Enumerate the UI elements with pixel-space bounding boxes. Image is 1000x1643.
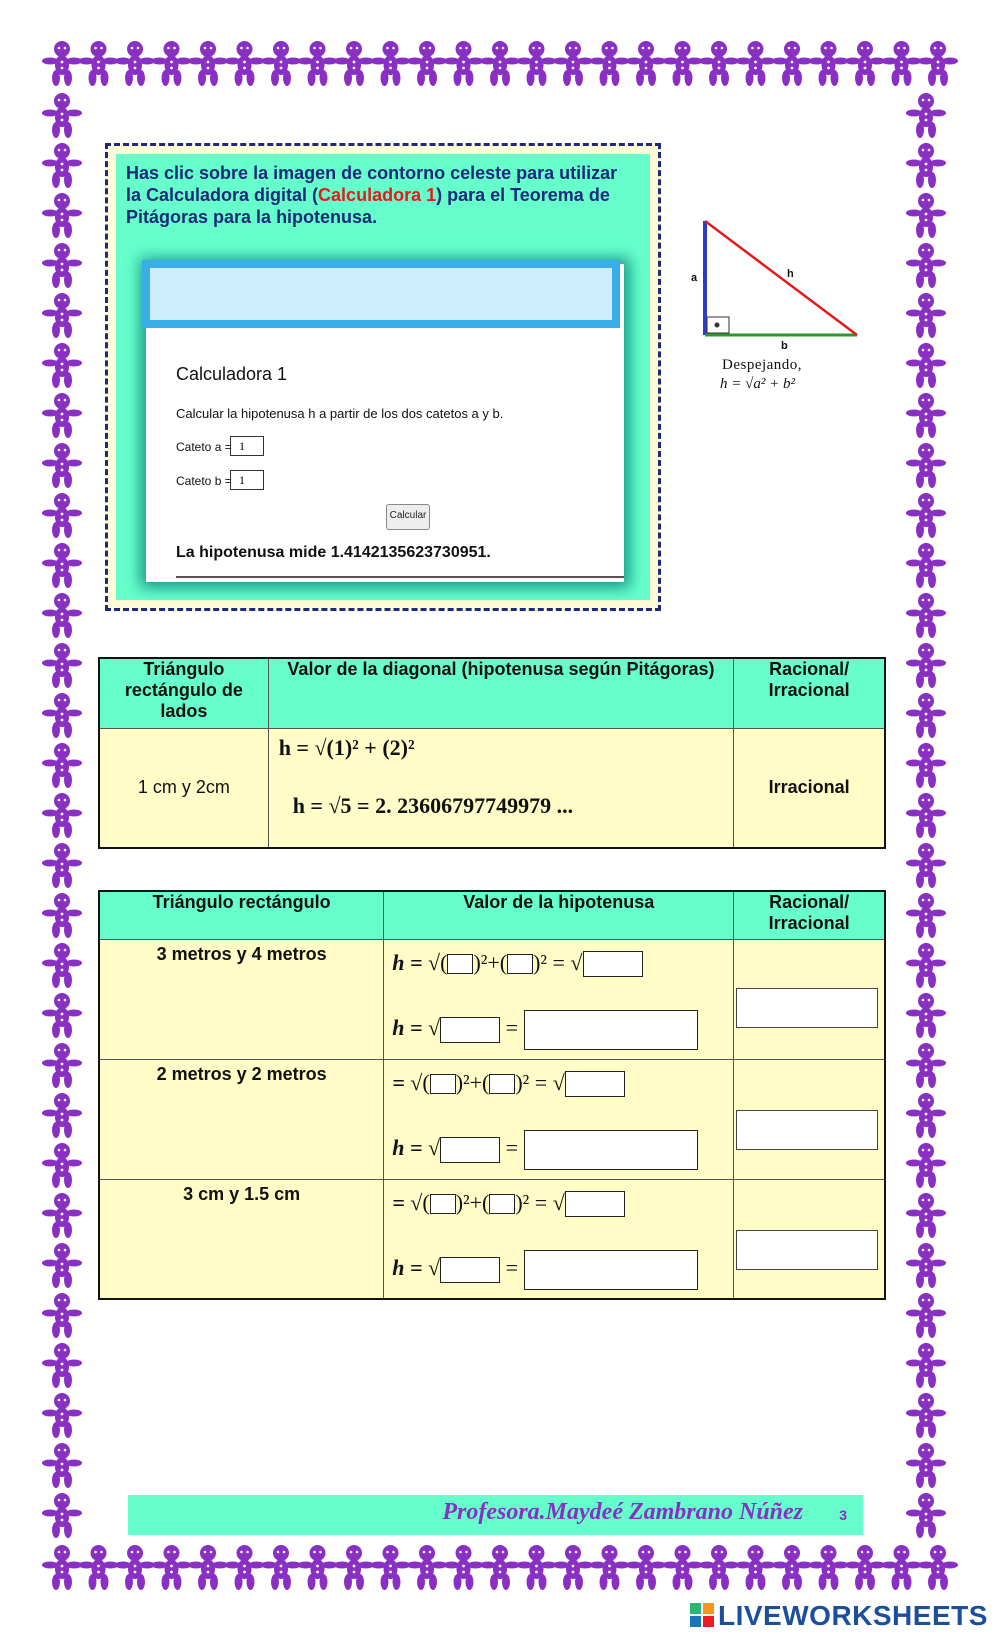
t2-row2-sides: 2 metros y 2 metros	[99, 1059, 384, 1179]
border-bottom	[40, 1540, 960, 1594]
gingerbread-icon	[736, 1545, 776, 1590]
t1-formula-cell	[268, 728, 734, 848]
triangle-label-h: h	[787, 268, 794, 280]
calculator-header-bar	[142, 260, 620, 328]
triangle-svg	[691, 215, 875, 355]
gingerbread-icon	[906, 143, 946, 188]
gingerbread-icon	[906, 1043, 946, 1088]
gingerbread-icon	[918, 1545, 958, 1590]
triangle-label-b: b	[781, 340, 788, 352]
gingerbread-icon	[42, 1143, 82, 1188]
gingerbread-icon	[42, 843, 82, 888]
gingerbread-icon	[261, 41, 301, 86]
gingerbread-icon	[407, 1545, 447, 1590]
gingerbread-icon	[444, 41, 484, 86]
author-signature: Profesora.Maydeé Zambrano Núñez	[442, 1499, 803, 1525]
gingerbread-icon	[42, 943, 82, 988]
gingerbread-icon	[845, 41, 885, 86]
input-result3[interactable]	[524, 1250, 698, 1290]
gingerbread-icon	[42, 643, 82, 688]
table-row	[99, 1179, 885, 1299]
gingerbread-icon	[42, 1193, 82, 1238]
gingerbread-icon	[590, 41, 630, 86]
gingerbread-icon	[906, 543, 946, 588]
gingerbread-icon	[444, 1545, 484, 1590]
calculator-divider	[176, 576, 624, 578]
gingerbread-icon	[42, 1343, 82, 1388]
gingerbread-icon	[225, 41, 265, 86]
gingerbread-icon	[42, 293, 82, 338]
border-right	[900, 90, 954, 1540]
input-b1[interactable]	[507, 954, 533, 974]
gingerbread-icon	[517, 41, 557, 86]
t2-row3-eq2: h = √ =	[392, 1250, 697, 1290]
hypotenuse-formula: h = √a² + b²	[720, 376, 795, 392]
t2-row2-type	[734, 1059, 885, 1179]
gingerbread-icon	[663, 1545, 703, 1590]
cateto-a-input[interactable]: 1	[230, 436, 264, 456]
gingerbread-icon	[42, 343, 82, 388]
gingerbread-icon	[626, 41, 666, 86]
input-b2[interactable]	[489, 1074, 515, 1094]
input-root3[interactable]	[440, 1257, 500, 1283]
t2-row2-eq2: h = √ =	[392, 1130, 697, 1170]
gingerbread-icon	[906, 93, 946, 138]
input-a2[interactable]	[430, 1074, 456, 1094]
type-input-3[interactable]	[736, 1230, 878, 1270]
calculator-link[interactable]: Calculadora 1	[318, 185, 437, 205]
footer-bar	[128, 1495, 863, 1535]
gingerbread-icon	[906, 443, 946, 488]
t2-row1-work	[384, 939, 734, 1059]
table-row	[99, 1059, 885, 1179]
calculator-title: Calculadora 1	[176, 364, 288, 384]
t2-row3-sides: 3 cm y 1.5 cm	[99, 1179, 384, 1299]
t2-row1-type	[734, 939, 885, 1059]
gingerbread-icon	[42, 393, 82, 438]
gingerbread-icon	[906, 1193, 946, 1238]
t2-header-type: Racional/ Irracional	[734, 891, 885, 939]
type-input-2[interactable]	[736, 1110, 878, 1150]
gingerbread-icon	[882, 1545, 922, 1590]
gingerbread-icon	[152, 41, 192, 86]
instruction-panel	[116, 154, 650, 600]
t2-row3-eq1: = √( )²+( )² = √	[392, 1190, 625, 1218]
t2-row3-type	[734, 1179, 885, 1299]
gingerbread-icon	[626, 1545, 666, 1590]
gingerbread-icon	[918, 41, 958, 86]
gingerbread-icon	[906, 1293, 946, 1338]
gingerbread-icon	[42, 1545, 82, 1590]
gingerbread-icon	[42, 1243, 82, 1288]
input-a3[interactable]	[430, 1194, 456, 1214]
cateto-b-label: Cateto b =	[176, 474, 232, 488]
gingerbread-icon	[42, 693, 82, 738]
gingerbread-icon	[42, 893, 82, 938]
gingerbread-icon	[42, 1043, 82, 1088]
t2-header-sides: Triángulo rectángulo	[99, 891, 384, 939]
input-sum2[interactable]	[565, 1071, 625, 1097]
border-top	[40, 36, 960, 90]
gingerbread-icon	[906, 1093, 946, 1138]
example-table	[98, 657, 886, 849]
gingerbread-icon	[42, 593, 82, 638]
gingerbread-icon	[42, 443, 82, 488]
t2-row1-sides: 3 metros y 4 metros	[99, 939, 384, 1059]
gingerbread-icon	[906, 793, 946, 838]
gingerbread-icon	[906, 1243, 946, 1288]
t2-row1-eq2: h = √ =	[392, 1010, 697, 1050]
gingerbread-icon	[906, 193, 946, 238]
gingerbread-icon	[906, 643, 946, 688]
gingerbread-icon	[42, 743, 82, 788]
despejando-label: Despejando,	[722, 357, 803, 373]
gingerbread-icon	[906, 243, 946, 288]
gingerbread-icon	[906, 1493, 946, 1538]
gingerbread-icon	[699, 41, 739, 86]
cateto-b-input[interactable]: 1	[230, 470, 264, 490]
gingerbread-icon	[42, 993, 82, 1038]
gingerbread-icon	[188, 1545, 228, 1590]
gingerbread-icon	[736, 41, 776, 86]
input-result2[interactable]	[524, 1130, 698, 1170]
gingerbread-icon	[225, 1545, 265, 1590]
table-row	[99, 939, 885, 1059]
gingerbread-icon	[906, 993, 946, 1038]
t2-row3-work	[384, 1179, 734, 1299]
gingerbread-icon	[517, 1545, 557, 1590]
gingerbread-icon	[371, 1545, 411, 1590]
gingerbread-icon	[152, 1545, 192, 1590]
gingerbread-icon	[553, 1545, 593, 1590]
calculator-result: La hipotenusa mide 1.4142135623730951.	[176, 544, 491, 561]
type-input-1[interactable]	[736, 988, 878, 1028]
t1-header-sides: Triángulo rectángulo de lados	[99, 658, 268, 728]
gingerbread-icon	[906, 343, 946, 388]
t1-header-type: Racional/ Irracional	[734, 658, 885, 728]
input-root2[interactable]	[440, 1137, 500, 1163]
instruction-text: Has clic sobre la imagen de contorno celeste para utilizar la Calculadora digital (Calculadora 1) para el Teorema de Pitágoras para la hipotenusa.	[126, 163, 618, 227]
gingerbread-icon	[42, 543, 82, 588]
t1-type: Irracional	[734, 728, 885, 848]
input-sum3[interactable]	[565, 1191, 625, 1217]
gingerbread-icon	[42, 1493, 82, 1538]
gingerbread-icon	[906, 1443, 946, 1488]
gingerbread-icon	[906, 1343, 946, 1388]
gingerbread-icon	[906, 693, 946, 738]
gingerbread-icon	[115, 1545, 155, 1590]
calculator-instruction-box	[105, 143, 661, 611]
gingerbread-icon	[590, 1545, 630, 1590]
gingerbread-icon	[334, 1545, 374, 1590]
liveworksheets-logo-icon	[690, 1603, 714, 1627]
t2-row2-work	[384, 1059, 734, 1179]
gingerbread-icon	[42, 93, 82, 138]
gingerbread-icon	[42, 193, 82, 238]
t2-row2-eq1: = √( )²+( )² = √	[392, 1070, 625, 1098]
calculate-button[interactable]: Calcular	[386, 504, 430, 530]
input-sum1[interactable]	[583, 951, 643, 977]
gingerbread-icon	[42, 1443, 82, 1488]
gingerbread-icon	[845, 1545, 885, 1590]
t1-sides: 1 cm y 2cm	[99, 728, 268, 848]
t1-formula-line2: h = √5 = 2. 23606797749979 ...	[292, 792, 574, 818]
gingerbread-icon	[906, 943, 946, 988]
gingerbread-icon	[699, 1545, 739, 1590]
gingerbread-icon	[407, 41, 447, 86]
gingerbread-icon	[906, 293, 946, 338]
gingerbread-icon	[371, 41, 411, 86]
border-left	[36, 90, 90, 1540]
gingerbread-icon	[809, 41, 849, 86]
gingerbread-icon	[261, 1545, 301, 1590]
exercise-table	[98, 890, 886, 1300]
gingerbread-icon	[42, 143, 82, 188]
gingerbread-icon	[553, 41, 593, 86]
gingerbread-icon	[115, 41, 155, 86]
gingerbread-icon	[42, 1093, 82, 1138]
gingerbread-icon	[188, 41, 228, 86]
gingerbread-icon	[298, 1545, 338, 1590]
page-number: 3	[839, 1507, 847, 1523]
gingerbread-icon	[42, 1393, 82, 1438]
t2-header-value: Valor de la hipotenusa	[384, 891, 734, 939]
t1-header-value: Valor de la diagonal (hipotenusa según Pitágoras)	[268, 658, 734, 728]
gingerbread-icon	[906, 493, 946, 538]
gingerbread-icon	[79, 41, 119, 86]
liveworksheets-watermark: LIVEWORKSHEETS	[718, 1600, 988, 1631]
gingerbread-icon	[906, 1143, 946, 1188]
cateto-a-label: Cateto a =	[176, 440, 232, 454]
gingerbread-icon	[334, 41, 374, 86]
gingerbread-icon	[42, 41, 82, 86]
gingerbread-icon	[480, 41, 520, 86]
gingerbread-icon	[42, 1293, 82, 1338]
input-result1[interactable]	[524, 1010, 698, 1050]
gingerbread-icon	[906, 843, 946, 888]
t2-row1-eq1: h = √( )²+( )² = √	[392, 950, 642, 978]
gingerbread-icon	[906, 893, 946, 938]
gingerbread-icon	[480, 1545, 520, 1590]
gingerbread-icon	[809, 1545, 849, 1590]
calculator-image[interactable]	[146, 264, 624, 582]
gingerbread-icon	[906, 1393, 946, 1438]
gingerbread-icon	[79, 1545, 119, 1590]
input-a1[interactable]	[447, 954, 473, 974]
gingerbread-icon	[298, 41, 338, 86]
gingerbread-icon	[772, 1545, 812, 1590]
input-b3[interactable]	[489, 1194, 515, 1214]
gingerbread-icon	[42, 243, 82, 288]
gingerbread-icon	[42, 793, 82, 838]
gingerbread-icon	[663, 41, 703, 86]
gingerbread-icon	[906, 393, 946, 438]
input-root1[interactable]	[440, 1017, 500, 1043]
triangle-label-a: a	[691, 272, 698, 284]
gingerbread-icon	[882, 41, 922, 86]
t1-formula-line1: h = √(1)² + (2)²	[278, 734, 415, 760]
gingerbread-icon	[42, 493, 82, 538]
gingerbread-icon	[906, 743, 946, 788]
gingerbread-icon	[772, 41, 812, 86]
calculator-description: Calcular la hipotenusa h a partir de los dos catetos a y b.	[176, 406, 504, 421]
gingerbread-icon	[906, 593, 946, 638]
